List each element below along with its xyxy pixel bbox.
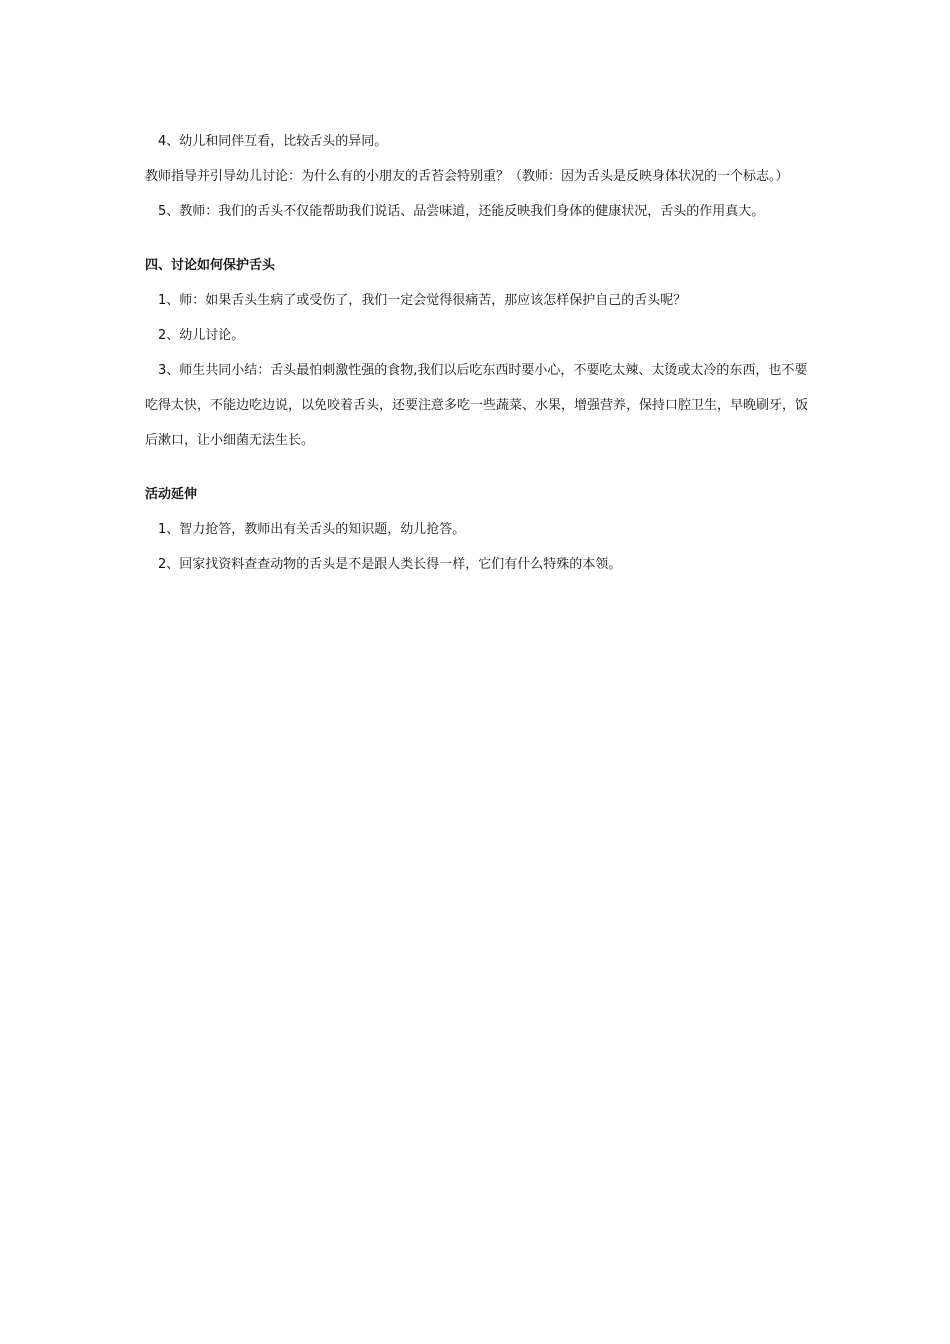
section-heading-protect-tongue: 四、讨论如何保护舌头 xyxy=(145,258,276,273)
document-body xyxy=(145,124,810,582)
section-heading-extension: 活动延伸 xyxy=(145,487,198,502)
paragraph-tongue-function: 5、教师：我们的舌头不仅能帮助我们说话、品尝味道，还能反映我们身体的健康状况，舌头的作用真大。 xyxy=(158,204,765,219)
paragraph-teacher-guidance: 教师指导并引导幼儿讨论：为什么有的小朋友的舌苔会特别重？（教师：因为舌头是反映身体状况的一个标志。） xyxy=(145,169,789,184)
section-spacer xyxy=(145,458,810,477)
list-item-extension-1: 1、智力抢答，教师出有关舌头的知识题，幼儿抢答。 xyxy=(158,522,466,537)
list-item-protect-1: 1、师：如果舌头生病了或受伤了，我们一定会觉得很痛苦，那应该怎样保护自己的舌头呢？ xyxy=(158,293,687,308)
section-spacer xyxy=(145,229,810,248)
paragraph-compare-tongues: 4、幼儿和同伴互看，比较舌头的异同。 xyxy=(158,134,388,149)
list-item-protect-3: 3、师生共同小结：舌头最怕刺激性强的食物,我们以后吃东西时要小心，不要吃太辣、太烫或太冷的东西，也不要吃得太快，不能边吃边说，以免咬着舌头，还要注意多吃一些蔬菜、水果，增强营养，保持口腔卫生，早晚刷牙，饭后漱口，让小细菌无法生长。 xyxy=(145,363,809,448)
list-item-protect-2: 2、幼儿讨论。 xyxy=(158,328,245,343)
list-item-extension-2: 2、回家找资料查查动物的舌头是不是跟人类长得一样，它们有什么特殊的本领。 xyxy=(158,557,622,572)
